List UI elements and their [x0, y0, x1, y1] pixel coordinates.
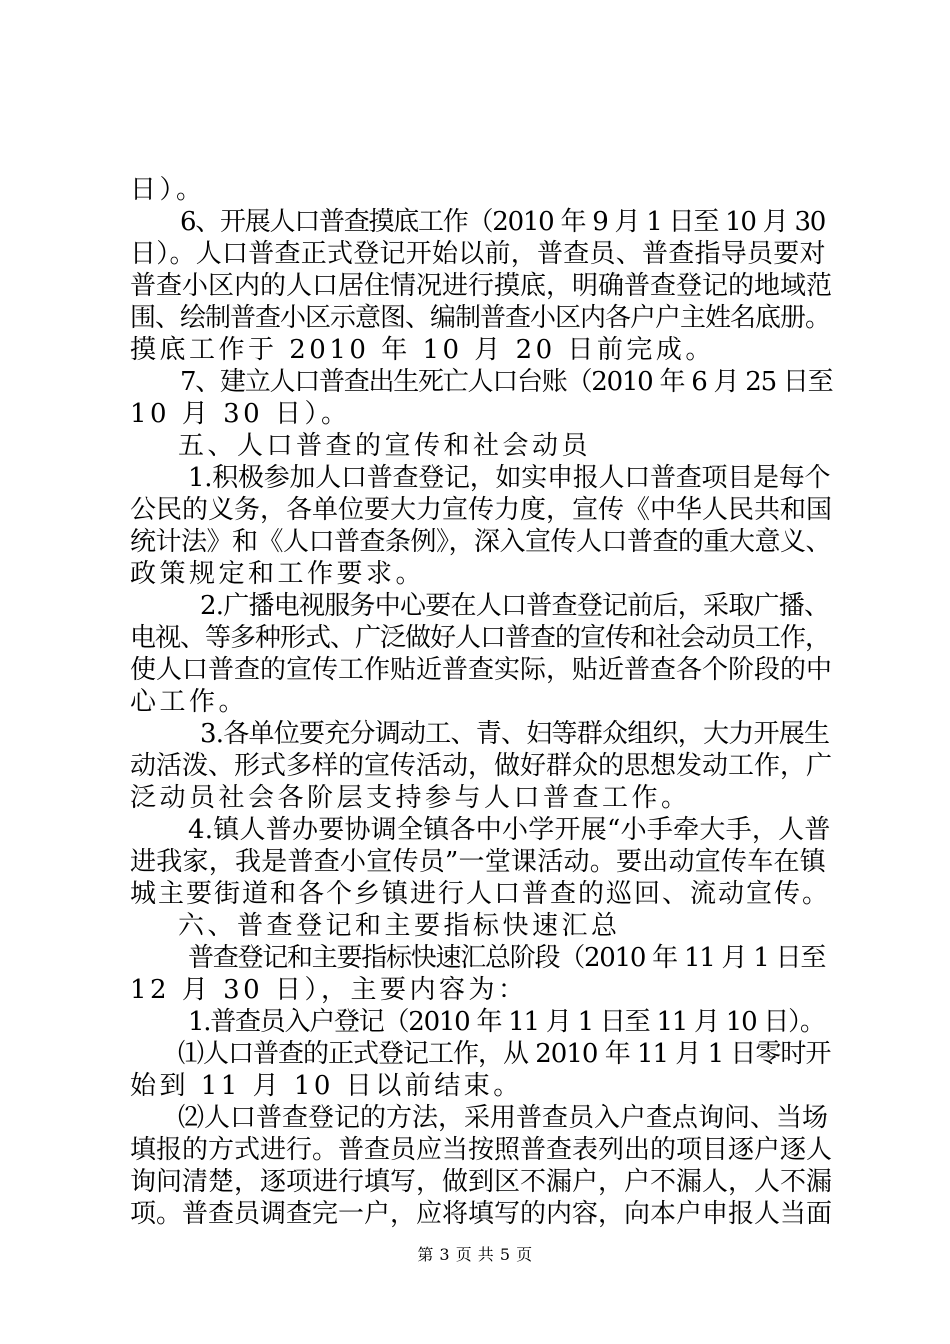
text-line: 填报的方式进行。普查员应当按照普查表列出的项目逐户逐人	[130, 1135, 833, 1165]
text-line: 项。普查员调查完一户，应将填写的内容，向本户申报人当面	[130, 1199, 833, 1229]
text-line: 1.积极参加人口普查登记，如实申报人口普查项目是每个	[188, 463, 831, 493]
text-line: 4.镇人普办要协调全镇各中小学开展“小手牵大手，人普	[188, 815, 831, 845]
text-line: 进我家，我是普查小宣传员”一堂课活动。要出动宣传车在镇	[130, 847, 827, 877]
text-line: 始到 11 月 10 日以前结束。	[130, 1071, 523, 1101]
text-line: 城主要街道和各个乡镇进行人口普查的巡回、流动宣传。	[130, 879, 831, 909]
text-line: 日）。人口普查正式登记开始以前，普查员、普查指导员要对	[130, 239, 826, 269]
text-line: 泛动员社会各阶层支持参与人口普查工作。	[130, 783, 691, 813]
text-line: 12 月 30 日），主要内容为：	[130, 975, 528, 1005]
text-line: 使人口普查的宣传工作贴近普查实际，贴近普查各个阶段的中	[130, 655, 833, 685]
text-line: 公民的义务，各单位要大力宣传力度，宣传《中华人民共和国	[130, 495, 833, 525]
text-line: ⑴人口普查的正式登记工作，从 2010 年 11 月 1 日零时开	[178, 1039, 831, 1069]
text-line: 询问清楚，逐项进行填写，做到区不漏户，户不漏人，人不漏	[130, 1167, 833, 1197]
text-line: 6、开展人口普查摸底工作（2010 年 9 月 1 日至 10 月 30	[180, 207, 826, 237]
text-line: 摸底工作于 2010 年 10 月 20 日前完成。	[130, 335, 715, 365]
text-line: 动活泼、形式多样的宣传活动，做好群众的思想发动工作，广	[130, 751, 833, 781]
text-line: 心工作。	[130, 687, 249, 717]
text-line: 日）。	[130, 175, 206, 205]
text-line: 10 月 30 日）。	[130, 399, 351, 429]
text-line: 电视、等多种形式、广泛做好人口普查的宣传和社会动员工作，	[130, 623, 831, 653]
text-line: 统计法》和《人口普查条例》，深入宣传人口普查的重大意义、	[130, 527, 832, 557]
text-line: 政策规定和工作要求。	[130, 559, 426, 589]
page-number-footer: 第 3 页 共 5 页	[417, 1245, 533, 1264]
section-heading: 五、人口普查的宣传和社会动员	[178, 431, 592, 461]
text-line: 3.各单位要充分调动工、青、妇等群众组织，大力开展生	[200, 719, 830, 749]
text-line: ⑵人口普查登记的方法，采用普查员入户查点询问、当场	[178, 1103, 829, 1133]
text-line: 1.普查员入户登记（2010 年 11 月 1 日至 11 月 10 日）。	[188, 1007, 825, 1037]
text-line: 普查小区内的人口居住情况进行摸底，明确普查登记的地域范	[130, 271, 833, 301]
section-heading: 六、普查登记和主要指标快速汇总	[178, 911, 621, 941]
text-line: 7、建立人口普查出生死亡人口台账（2010 年 6 月 25 日至	[180, 367, 833, 397]
text-line: 围、绘制普查小区示意图、编制普查小区内各户户主姓名底册。	[130, 303, 831, 333]
text-line: 普查登记和主要指标快速汇总阶段（2010 年 11 月 1 日至	[188, 943, 826, 973]
text-line: 2.广播电视服务中心要在人口普查登记前后，采取广播、	[200, 591, 830, 621]
